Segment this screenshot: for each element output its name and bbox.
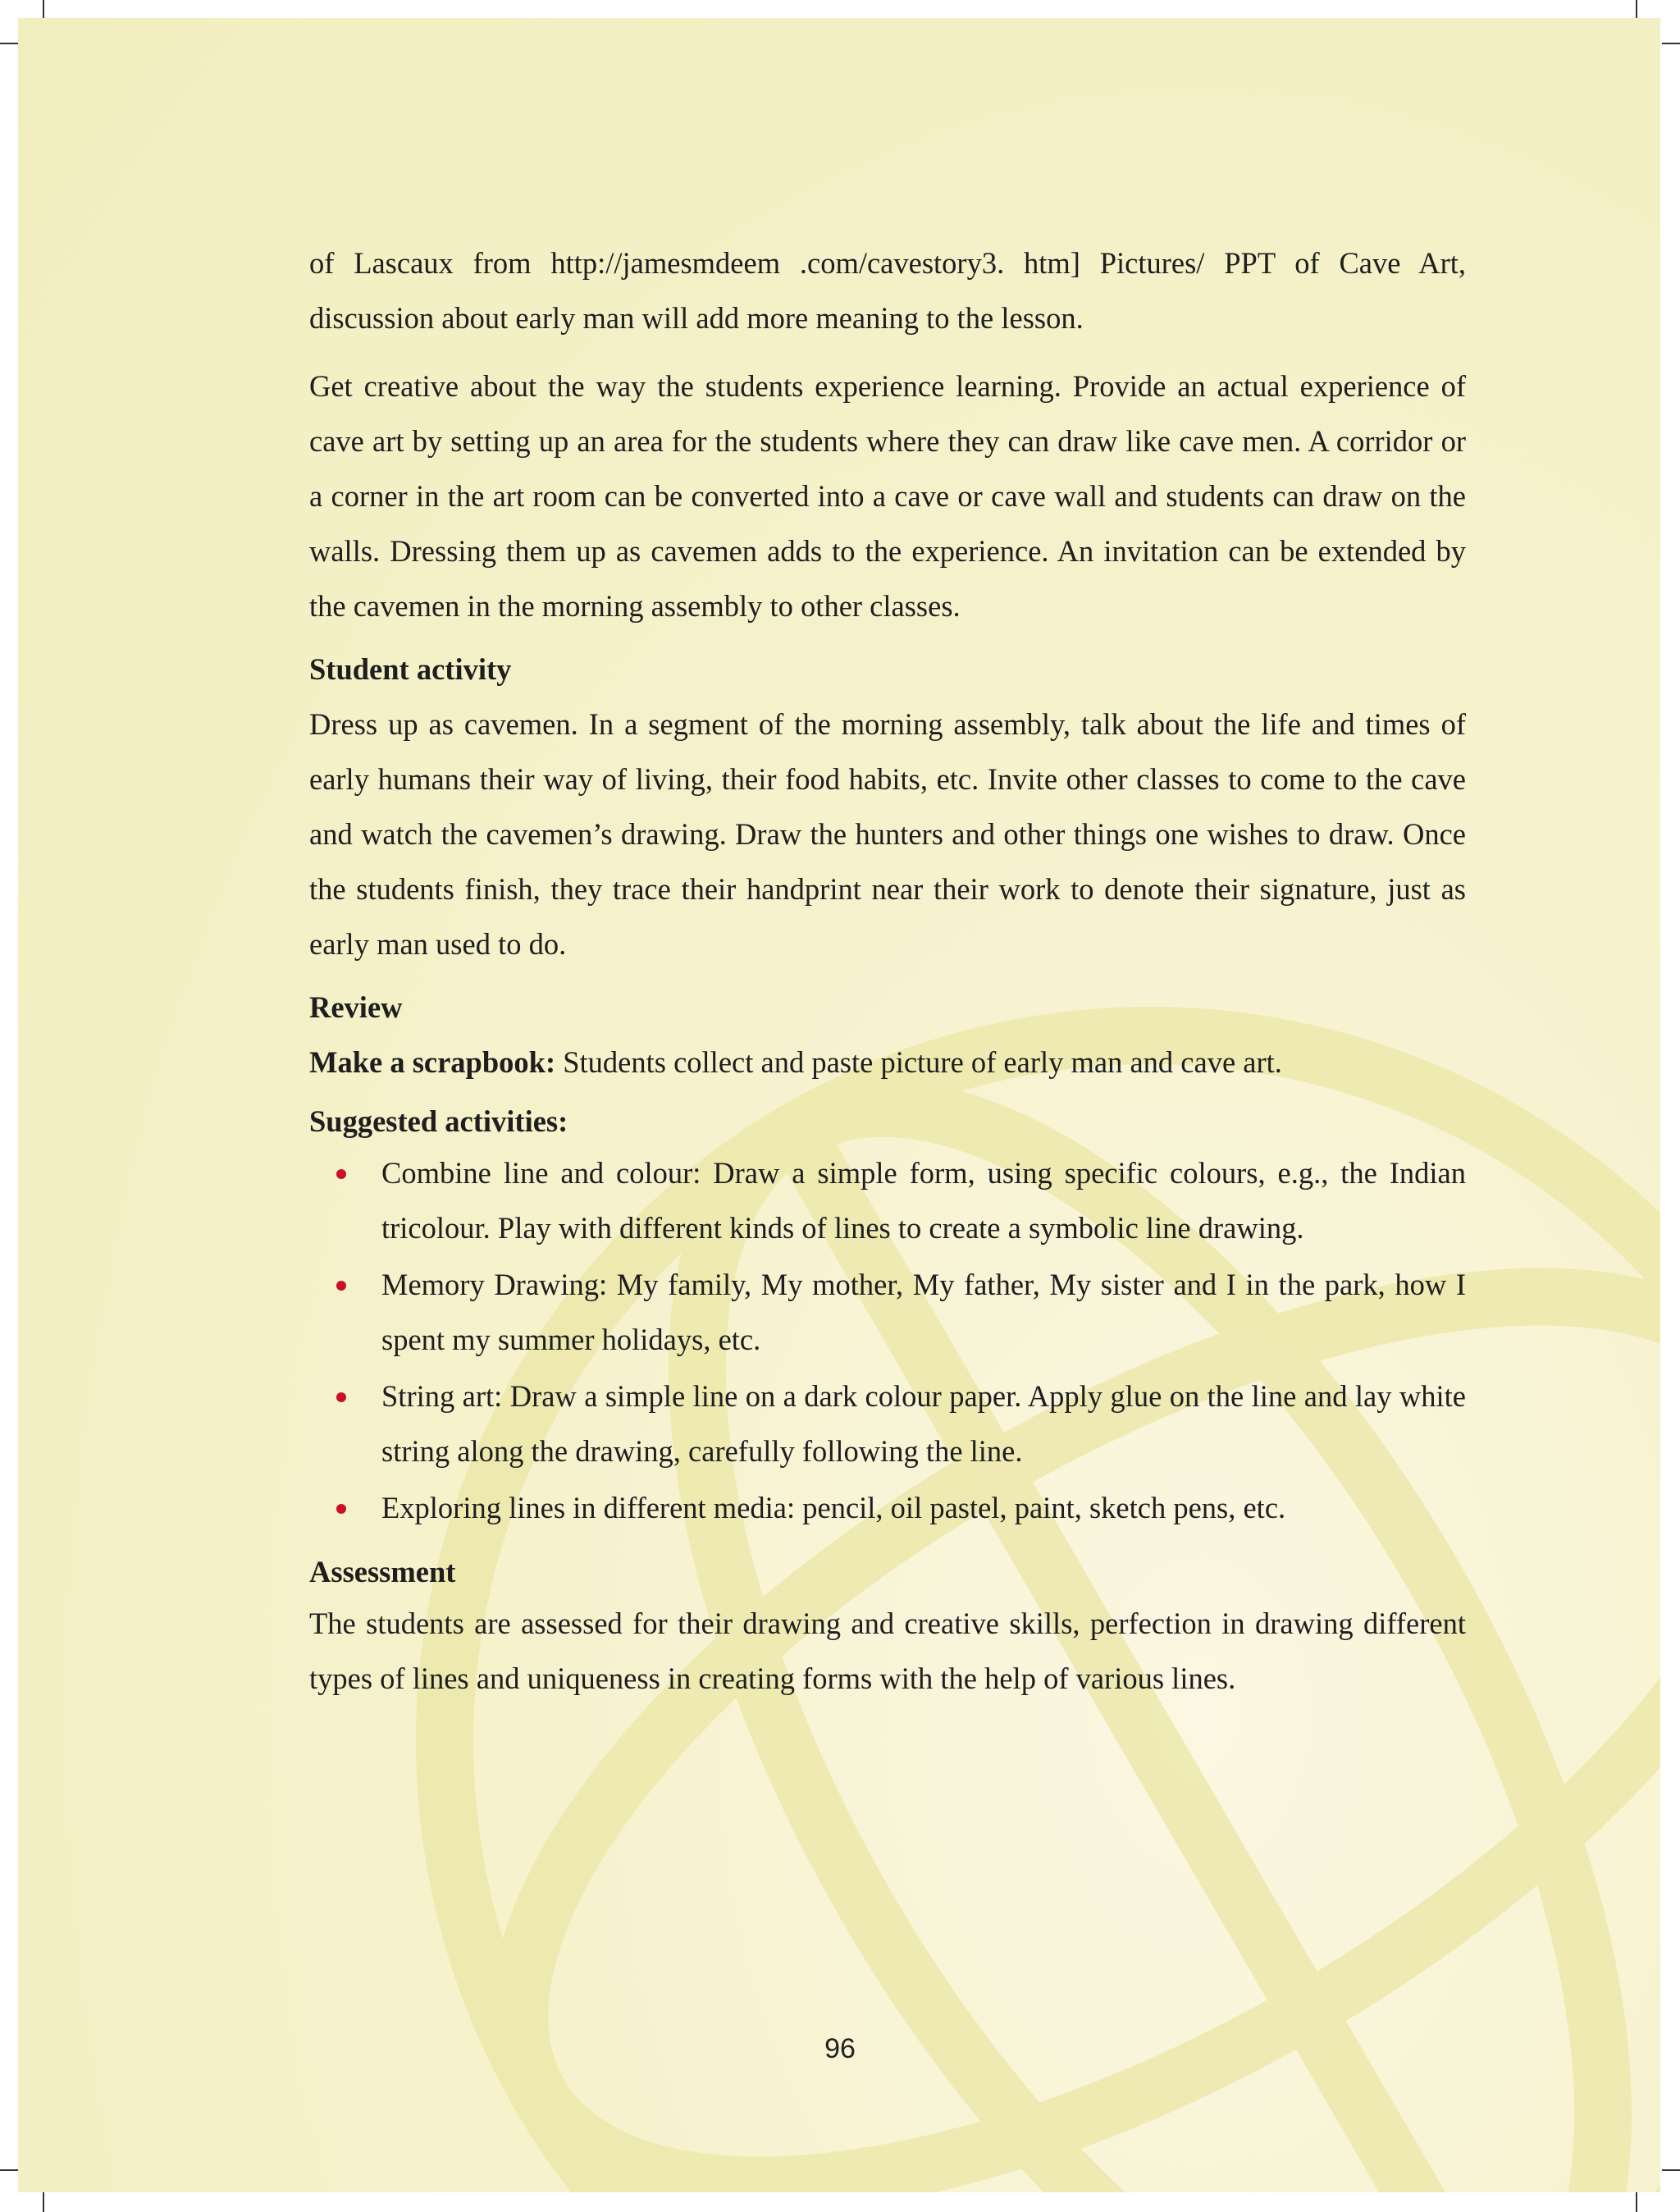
- suggested-activities-list: [309, 1145, 1466, 1535]
- intro-paragraph: of Lascaux from http://jamesmdeem .com/cavestory3. htm] Pictures/ PPT of Cave Art, discussion about early man will add more meaning to the lesson.: [309, 246, 1466, 335]
- list-item-text: Exploring lines in different media: pencil, oil pastel, paint, sketch pens, etc.: [381, 1491, 1286, 1524]
- crop-mark: [0, 43, 18, 44]
- assessment-heading: Assessment: [309, 1555, 456, 1588]
- list-item-text: Memory Drawing: My family, My mother, My father, My sister and I in the park, how I spent my summer holidays, etc.: [381, 1268, 1466, 1356]
- review-heading: Review: [309, 990, 403, 1024]
- list-item: [309, 1480, 1466, 1535]
- bullet-icon: [336, 1281, 346, 1291]
- student-activity-heading: Student activity: [309, 652, 512, 686]
- assessment-text: The students are assessed for their drawing and creative skills, perfection in drawing different types of lines and uniqueness in creating forms with the help of various lines.: [309, 1606, 1466, 1695]
- student-activity-text: Dress up as cavemen. In a segment of the morning assembly, talk about the life and times of early humans their way of living, their food habits, etc. Invite other classes to come to the cave and watch the cavemen’s drawing. Draw the hunters and other things one wishes to draw. Once the students finish, they trace their handprint near their work to denote their signature, just as early man used to do.: [309, 707, 1466, 961]
- list-item-text: Combine line and colour: Draw a simple form, using specific colours, e.g., the Indian tricolour. Play with different kinds of lines to create a symbolic line drawing.: [381, 1156, 1466, 1245]
- bullet-icon: [336, 1504, 346, 1514]
- crop-mark: [1662, 43, 1680, 44]
- crop-mark: [43, 2189, 44, 2212]
- suggested-activities-heading: Suggested activities:: [309, 1104, 568, 1138]
- scrapbook-text: Students collect and paste picture of early man and cave art.: [555, 1045, 1282, 1079]
- crop-mark: [1662, 2169, 1680, 2171]
- review-text: [309, 1035, 1466, 1090]
- list-item: [309, 1145, 1466, 1255]
- crop-mark: [0, 2169, 18, 2171]
- page-sheet: [18, 18, 1660, 2192]
- list-item: [309, 1369, 1466, 1478]
- page-content: [309, 235, 1466, 1719]
- page-number: 96: [824, 2033, 856, 2064]
- list-item-text: String art: Draw a simple line on a dark colour paper. Apply glue on the line and lay white string along the drawing, carefully following the line.: [381, 1379, 1466, 1468]
- bullet-icon: [336, 1392, 346, 1402]
- scrapbook-lead: Make a scrapbook:: [309, 1045, 556, 1079]
- creative-paragraph: Get creative about the way the students experience learning. Provide an actual experience of cave art by setting up an area for the students where they can draw like cave men. A corridor or a corner in the art room can be converted into a cave or cave wall and students can draw on the walls. Dressing them up as cavemen adds to the experience. An invitation can be extended by the cavemen in the morning assembly to other classes.: [309, 369, 1466, 623]
- list-item: [309, 1257, 1466, 1367]
- bullet-icon: [336, 1169, 346, 1179]
- crop-mark: [1636, 2189, 1637, 2212]
